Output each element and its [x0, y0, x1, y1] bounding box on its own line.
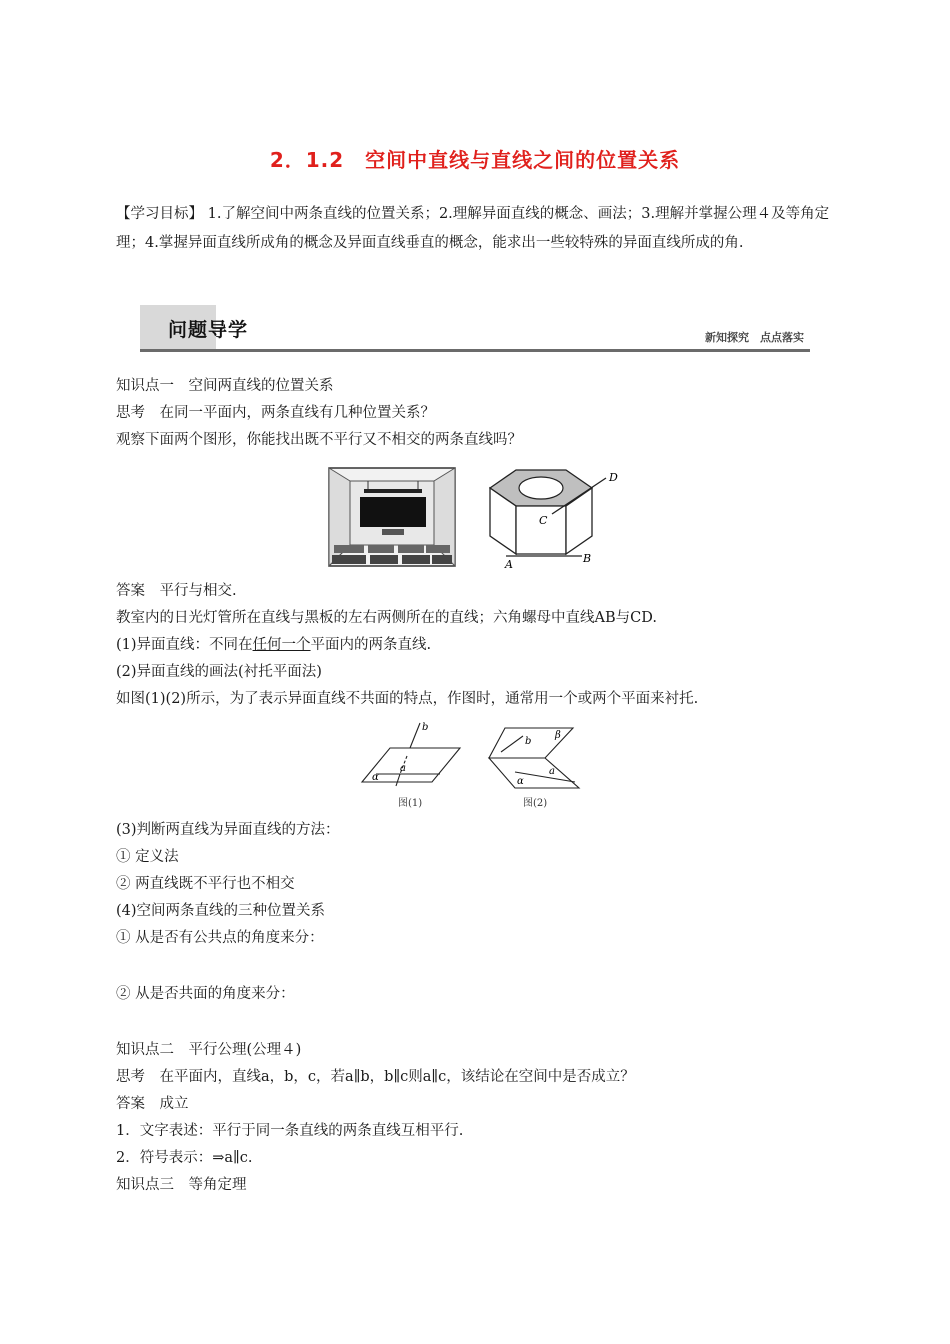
- judge-method: (3)判断两直线为异面直线的方法：: [116, 822, 340, 838]
- nut-label-d: D: [609, 471, 618, 484]
- definition-underlined: 任何一个: [252, 637, 311, 653]
- relations-by-common-point: ① 从是否有公共点的角度来分：: [116, 930, 324, 946]
- fig1-label-b: b: [422, 722, 429, 733]
- skew-lines-figure-2: [485, 722, 585, 810]
- observe-prompt: 观察下面两个图形，你能找出既不平行又不相交的两条直线吗？: [116, 432, 522, 448]
- goals-tag: 【学习目标】: [116, 206, 203, 222]
- banner-title: 问题导学: [168, 319, 249, 341]
- answer-1-detail: 教室内的日光灯管所在直线与黑板的左右两侧所在的直线；六角螺母中直线AB与CD.: [116, 610, 657, 626]
- skew-lines-figure-1: [360, 718, 464, 810]
- nut-label-b: B: [583, 552, 592, 565]
- answer-2: 答案 成立: [116, 1096, 189, 1112]
- knowledge-point-2: 知识点二 平行公理(公理４): [116, 1042, 302, 1058]
- method-1: ① 定义法: [116, 849, 179, 865]
- banner-rule: [140, 349, 810, 352]
- nut-label-c: C: [539, 514, 548, 527]
- answer-1: 答案 平行与相交.: [116, 583, 237, 599]
- section-banner: [140, 305, 810, 351]
- hex-nut-figure: [482, 468, 622, 572]
- definition-part-1: (1)异面直线：不同在: [116, 637, 253, 653]
- think-question-2: 思考 在平面内，直线a，b，c，若a∥b，b∥c则a∥c，该结论在空间中是否成立？: [116, 1069, 635, 1085]
- text-statement: 1．文字表述：平行于同一条直线的两条直线互相平行.: [116, 1123, 464, 1139]
- classroom-figure: [328, 467, 456, 567]
- think-question-1: 思考 在同一平面内，两条直线有几种位置关系？: [116, 405, 435, 421]
- fig2-caption: 图(2): [523, 798, 548, 809]
- drawing-method-detail: 如图(1)(2)所示，为了表示异面直线不共面的特点，作图时，通常用一个或两个平面来衬托.: [116, 691, 699, 707]
- definition-skew-lines: [116, 635, 431, 655]
- knowledge-point-1: 知识点一 空间两直线的位置关系: [116, 378, 334, 394]
- nut-label-a: A: [505, 558, 513, 571]
- fig1-label-alpha: α: [372, 772, 379, 783]
- three-relations: (4)空间两条直线的三种位置关系: [116, 903, 326, 919]
- fig2-label-beta: β: [555, 730, 561, 741]
- relations-by-coplanar: ② 从是否共面的角度来分：: [116, 986, 295, 1002]
- definition-part-2: 平面内的两条直线.: [310, 637, 432, 653]
- fig2-label-a: a: [549, 766, 555, 777]
- banner-subtitle: 新知探究 点点落实: [705, 331, 804, 344]
- symbol-statement: 2．符号表示：⇒a∥c.: [116, 1150, 253, 1166]
- drawing-method: (2)异面直线的画法(衬托平面法): [116, 664, 322, 680]
- fig1-label-a: a: [400, 763, 406, 774]
- fig2-label-b: b: [525, 736, 532, 747]
- learning-goals: [116, 200, 838, 258]
- method-2: ② 两直线既不平行也不相交: [116, 876, 295, 892]
- fig1-caption: 图(1): [398, 798, 423, 809]
- fig2-label-alpha: α: [517, 776, 524, 787]
- goals-text: 1.了解空间中两条直线的位置关系；2.理解异面直线的概念、画法；3.理解并掌握公理４及等角定理；4.掌握异面直线所成角的概念及异面直线垂直的概念，能求出一些较特殊的异面直线所成的角.: [116, 206, 830, 251]
- knowledge-point-3: 知识点三 等角定理: [116, 1177, 247, 1193]
- page-title: 2．1.2 空间中直线与直线之间的位置关系: [269, 148, 681, 172]
